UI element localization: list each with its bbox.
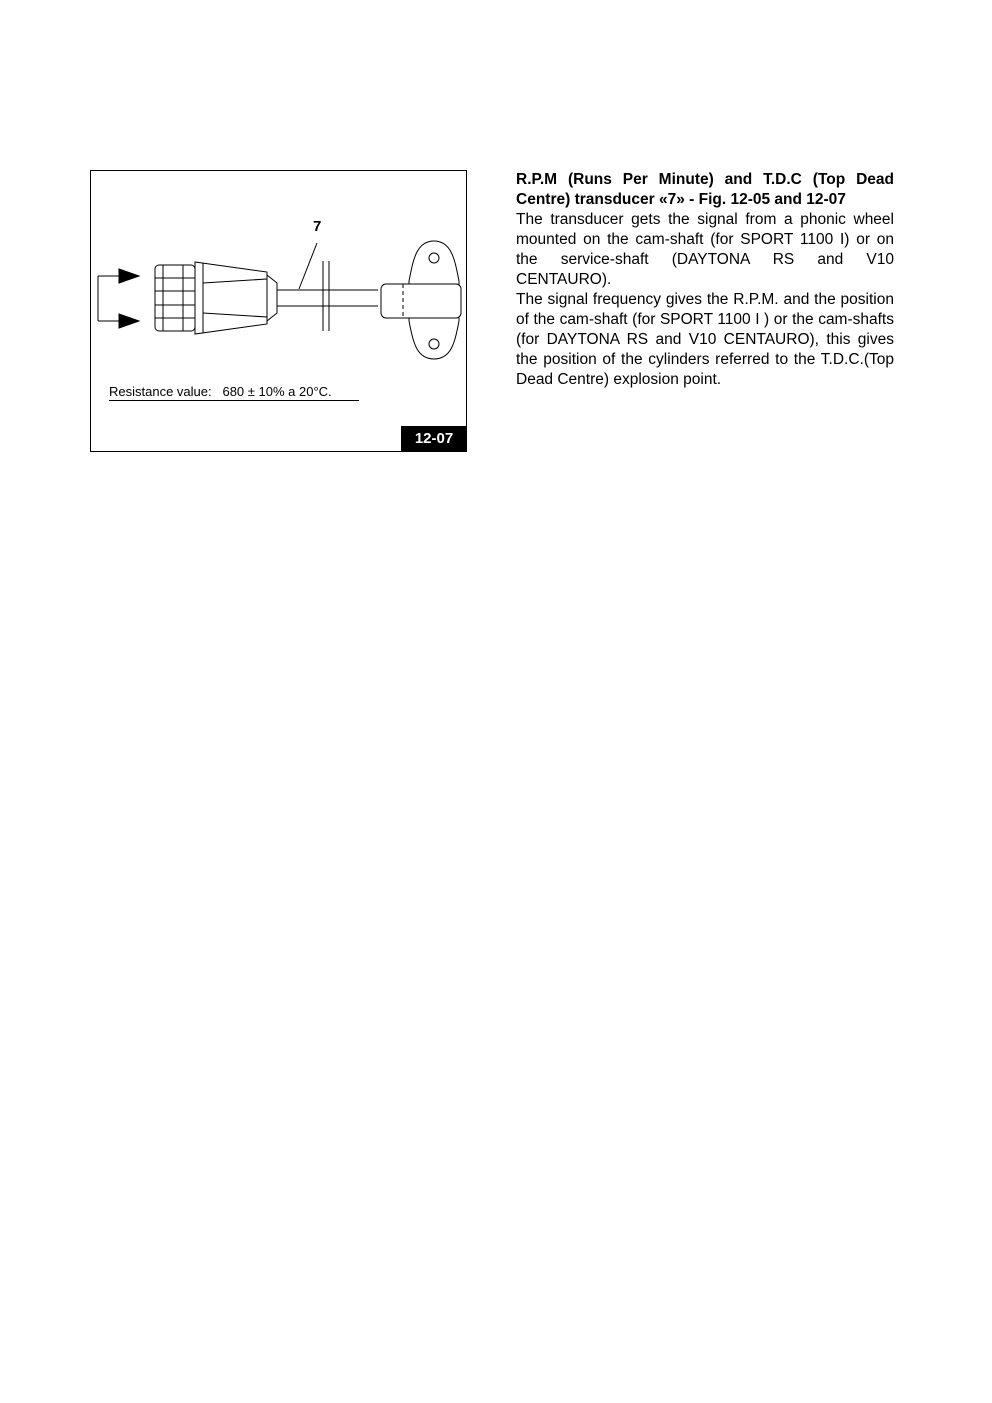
resistance-value [109,384,359,401]
resistance-label: Resistance value: [109,384,212,399]
transducer-drawing [91,171,468,453]
resistance-number: 680 ± 10% a 20°C. [222,384,332,399]
sensor-flange [381,241,461,359]
text-column [516,170,894,390]
section-heading: R.P.M (Runs Per Minute) and T.D.C (Top Dead Centre) transducer «7» - Fig. 12-05 and 12-07 [516,171,894,208]
connector-nut [155,265,195,331]
signal-arrows [98,269,139,328]
paragraph-2: The signal frequency gives the R.P.M. and the position of the cam-shaft (for SPORT 1100 I ) or the cam-shafts (for DAYTONA RS and V10 CENTAURO), this gives the position of the cylinders referred to the T.D.C.(Top Dead Centre) explosion point. [516,291,894,388]
figure-number-badge: 12-07 [401,426,467,452]
sensor-body [195,262,277,334]
callout-number: 7 [313,218,322,235]
paragraph-1: The transducer gets the signal from a phonic wheel mounted on the cam-shaft (for SPORT 1100 I) or on the service-shaft (DAYTONA RS and V10 CENTAURO). [516,211,894,288]
cable [277,243,378,331]
figure-12-07 [90,170,467,452]
